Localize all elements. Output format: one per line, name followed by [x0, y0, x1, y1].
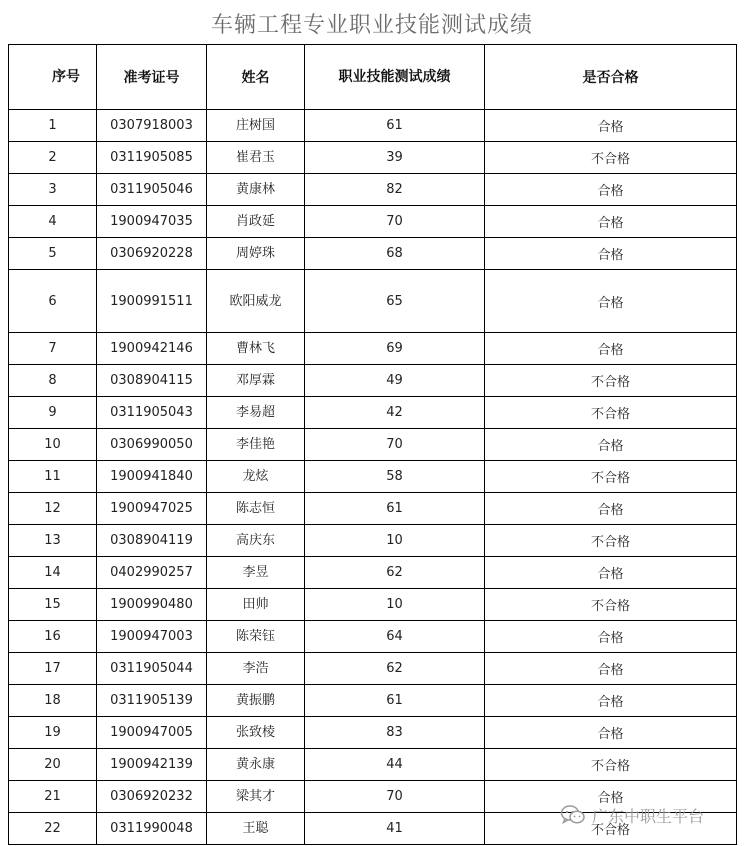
table-row — [9, 589, 737, 621]
cell-seq: 3 — [9, 174, 97, 206]
cell-score: 10 — [305, 525, 485, 557]
cell-score: 61 — [305, 110, 485, 142]
cell-score: 61 — [305, 493, 485, 525]
cell-seq: 22 — [9, 813, 97, 845]
cell-score: 70 — [305, 206, 485, 238]
table-row — [9, 365, 737, 397]
cell-exam-id: 0306920228 — [97, 238, 207, 270]
cell-seq: 18 — [9, 685, 97, 717]
cell-exam-id: 0308904115 — [97, 365, 207, 397]
cell-exam-id: 1900947003 — [97, 621, 207, 653]
cell-exam-id: 1900947025 — [97, 493, 207, 525]
cell-exam-id: 1900947035 — [97, 206, 207, 238]
header-name: 姓名 — [207, 45, 305, 110]
cell-name: 王聪 — [207, 813, 305, 845]
cell-name: 庄树国 — [207, 110, 305, 142]
table-row — [9, 142, 737, 174]
header-exam-id: 准考证号 — [97, 45, 207, 110]
cell-name: 邓厚霖 — [207, 365, 305, 397]
cell-name: 高庆东 — [207, 525, 305, 557]
table-header-row — [9, 45, 737, 110]
cell-exam-id: 0311990048 — [97, 813, 207, 845]
table-row — [9, 493, 737, 525]
cell-score: 70 — [305, 429, 485, 461]
cell-exam-id: 0402990257 — [97, 557, 207, 589]
cell-seq: 20 — [9, 749, 97, 781]
cell-name: 李易超 — [207, 397, 305, 429]
cell-seq: 21 — [9, 781, 97, 813]
cell-exam-id: 1900947005 — [97, 717, 207, 749]
cell-pass: 合格 — [485, 429, 737, 461]
cell-name: 周婷珠 — [207, 238, 305, 270]
cell-exam-id: 0306920232 — [97, 781, 207, 813]
cell-pass: 不合格 — [485, 589, 737, 621]
cell-name: 李佳艳 — [207, 429, 305, 461]
cell-score: 58 — [305, 461, 485, 493]
table-row — [9, 653, 737, 685]
cell-pass: 合格 — [485, 206, 737, 238]
cell-seq: 6 — [9, 270, 97, 333]
cell-name: 李浩 — [207, 653, 305, 685]
cell-exam-id: 0307918003 — [97, 110, 207, 142]
cell-score: 70 — [305, 781, 485, 813]
cell-seq: 19 — [9, 717, 97, 749]
cell-pass: 合格 — [485, 333, 737, 365]
cell-pass: 合格 — [485, 493, 737, 525]
cell-name: 陈志恒 — [207, 493, 305, 525]
table-row — [9, 206, 737, 238]
cell-exam-id: 1900942146 — [97, 333, 207, 365]
cell-seq: 9 — [9, 397, 97, 429]
table-row — [9, 110, 737, 142]
cell-score: 64 — [305, 621, 485, 653]
cell-seq: 8 — [9, 365, 97, 397]
cell-exam-id: 1900991511 — [97, 270, 207, 333]
cell-exam-id: 0311905085 — [97, 142, 207, 174]
cell-seq: 7 — [9, 333, 97, 365]
cell-score: 65 — [305, 270, 485, 333]
cell-pass: 不合格 — [485, 749, 737, 781]
cell-name: 黄振鹏 — [207, 685, 305, 717]
cell-pass: 合格 — [485, 621, 737, 653]
table-row — [9, 461, 737, 493]
cell-exam-id: 0311905044 — [97, 653, 207, 685]
cell-exam-id: 0311905139 — [97, 685, 207, 717]
cell-pass: 合格 — [485, 717, 737, 749]
cell-pass: 合格 — [485, 685, 737, 717]
score-table — [8, 44, 737, 845]
cell-seq: 12 — [9, 493, 97, 525]
cell-score: 44 — [305, 749, 485, 781]
cell-seq: 4 — [9, 206, 97, 238]
cell-seq: 1 — [9, 110, 97, 142]
cell-seq: 5 — [9, 238, 97, 270]
table-row — [9, 685, 737, 717]
cell-score: 62 — [305, 653, 485, 685]
cell-name: 曹林飞 — [207, 333, 305, 365]
cell-seq: 11 — [9, 461, 97, 493]
cell-seq: 13 — [9, 525, 97, 557]
table-row — [9, 333, 737, 365]
cell-score: 68 — [305, 238, 485, 270]
cell-seq: 16 — [9, 621, 97, 653]
cell-exam-id: 1900990480 — [97, 589, 207, 621]
watermark — [560, 802, 704, 828]
header-score: 职业技能测试成绩 — [305, 45, 485, 110]
cell-name: 陈荣钰 — [207, 621, 305, 653]
cell-pass: 合格 — [485, 270, 737, 333]
table-row — [9, 174, 737, 206]
watermark-text: 广东中职生平台 — [592, 806, 705, 826]
cell-pass: 不合格 — [485, 461, 737, 493]
cell-pass: 合格 — [485, 174, 737, 206]
header-pass: 是否合格 — [485, 45, 737, 110]
table-row — [9, 429, 737, 461]
cell-name: 崔君玉 — [207, 142, 305, 174]
table-row — [9, 749, 737, 781]
cell-name: 黄康林 — [207, 174, 305, 206]
table-body — [9, 110, 737, 845]
cell-exam-id: 0311905046 — [97, 174, 207, 206]
table-row — [9, 270, 737, 333]
cell-score: 10 — [305, 589, 485, 621]
cell-score: 39 — [305, 142, 485, 174]
cell-seq: 17 — [9, 653, 97, 685]
cell-score: 49 — [305, 365, 485, 397]
cell-name: 张致棱 — [207, 717, 305, 749]
table-row — [9, 717, 737, 749]
cell-name: 李昱 — [207, 557, 305, 589]
cell-score: 42 — [305, 397, 485, 429]
cell-seq: 10 — [9, 429, 97, 461]
header-seq: 序号 — [9, 45, 97, 110]
table-row — [9, 238, 737, 270]
cell-seq: 14 — [9, 557, 97, 589]
cell-score: 82 — [305, 174, 485, 206]
cell-pass: 不合格 — [485, 142, 737, 174]
table-row — [9, 621, 737, 653]
table-row — [9, 525, 737, 557]
cell-name: 肖政延 — [207, 206, 305, 238]
cell-exam-id: 0311905043 — [97, 397, 207, 429]
table-row — [9, 557, 737, 589]
cell-score: 83 — [305, 717, 485, 749]
cell-score: 41 — [305, 813, 485, 845]
cell-name: 黄永康 — [207, 749, 305, 781]
cell-name: 梁其才 — [207, 781, 305, 813]
wechat-icon — [560, 804, 586, 826]
cell-pass: 不合格 — [485, 365, 737, 397]
cell-score: 62 — [305, 557, 485, 589]
cell-pass: 合格 — [485, 557, 737, 589]
cell-pass: 不合格 — [485, 525, 737, 557]
cell-seq: 2 — [9, 142, 97, 174]
cell-pass: 不合格 — [485, 813, 737, 845]
cell-exam-id: 1900942139 — [97, 749, 207, 781]
cell-pass: 合格 — [485, 110, 737, 142]
cell-exam-id: 0306990050 — [97, 429, 207, 461]
cell-pass: 不合格 — [485, 397, 737, 429]
cell-score: 61 — [305, 685, 485, 717]
cell-pass: 合格 — [485, 653, 737, 685]
cell-name: 龙炫 — [207, 461, 305, 493]
cell-exam-id: 0308904119 — [97, 525, 207, 557]
page-title: 车辆工程专业职业技能测试成绩 — [210, 13, 533, 38]
cell-name: 欧阳威龙 — [207, 270, 305, 333]
table-row — [9, 397, 737, 429]
cell-exam-id: 1900941840 — [97, 461, 207, 493]
cell-pass: 合格 — [485, 238, 737, 270]
cell-score: 69 — [305, 333, 485, 365]
cell-seq: 15 — [9, 589, 97, 621]
cell-pass: 合格 — [485, 781, 737, 813]
cell-name: 田帅 — [207, 589, 305, 621]
